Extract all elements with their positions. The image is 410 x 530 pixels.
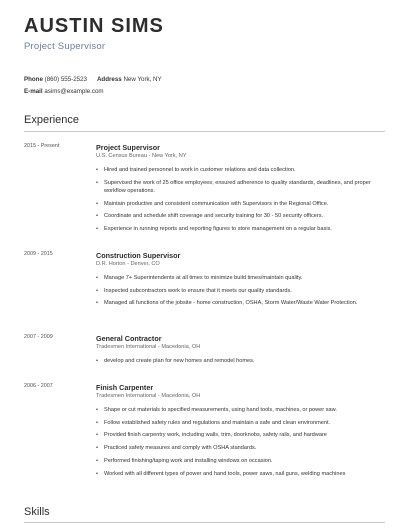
job-title: Finish Carpenter — [96, 383, 154, 392]
job-bullet: • Worked with all different types of power and hand tools, power saws, nail guns, welding machines — [96, 470, 385, 478]
address-label: Address — [96, 76, 122, 83]
job-bullet: • Experience in running reports and reporting figures to store management on a regular basis. — [96, 225, 385, 233]
job-bullet: • Follow established safety rules and regulations and maintain a safe and clean environment. — [96, 419, 385, 427]
job-body — [96, 383, 385, 482]
job-bullet: • Practiced safety measures and comply with OSHA standards. — [96, 444, 385, 452]
resume-header — [24, 14, 394, 52]
email-entry — [24, 86, 104, 98]
job-bullet: • Managed all functions of the jobsite - home construction, OSHA, Storm Water/Waste Water Protection. — [96, 299, 385, 307]
job-body — [96, 334, 385, 370]
job-bullet: • Hired and trained personnel to work in customer relations and data collection. — [96, 166, 385, 174]
job-bullet: • Manage 7+ Superintendents at all times to minimize build times/maintain quality. — [96, 274, 385, 282]
contact-info — [24, 74, 162, 98]
job-company: D.R. Horton - Denver, CO — [96, 261, 160, 267]
section-title-skills: Skills — [24, 506, 50, 518]
job-company: Tradesmen International - Macedonia, OH — [96, 344, 201, 350]
job-bullets — [96, 406, 385, 478]
job-bullet: • Supervised the work of 25 office employees; ensured adherence to quality standards, deadlines, and proper workflow operations. — [96, 179, 385, 195]
job-bullet: • Inspected subcontractors work to ensure that it meets our quality standards. — [96, 287, 385, 295]
job-bullet: • Performed finishing/taping work and installing windows on occasion. — [96, 457, 385, 465]
job-dates: 2007 - 2009 — [24, 334, 53, 340]
section-divider-experience — [24, 131, 385, 132]
address-entry — [97, 74, 162, 86]
job-bullets — [96, 166, 385, 233]
job-bullet: • develop and create plan for new homes and remodel homes. — [96, 357, 385, 365]
phone-entry — [24, 74, 87, 86]
job-bullet: • Provided finish carpentry work, including walls, trim, doorknobs, safety rails, and hardware — [96, 431, 385, 439]
contact-row-2 — [24, 86, 162, 98]
section-title-experience: Experience — [24, 114, 80, 126]
address-value: New York, NY — [123, 76, 162, 83]
job-title: Construction Supervisor — [96, 251, 181, 260]
phone-label: Phone — [24, 76, 43, 83]
job-dates: 2009 - 2015 — [24, 251, 53, 257]
email-value: asims@example.com — [44, 88, 104, 95]
job-bullet: • Coordinate and schedule shift coverage and security training for 30 - 50 security officers. — [96, 212, 385, 220]
candidate-role: Project Supervisor — [24, 41, 106, 52]
candidate-name: AUSTIN SIMS — [24, 15, 164, 37]
email-label: E-mail — [24, 88, 43, 95]
job-body — [96, 251, 385, 312]
job-title: General Contractor — [96, 334, 162, 343]
job-dates: 2006 - 2007 — [24, 383, 53, 389]
job-company: Tradesmen International - Macedonia, OH — [96, 393, 201, 399]
job-company: U.S. Census Bureau - New York, NY — [96, 153, 187, 159]
phone-value: (860) 555-2523 — [44, 76, 87, 83]
job-bullet: • Maintain productive and consistent communication with Supervisors in the Regional Office. — [96, 200, 385, 208]
job-title: Project Supervisor — [96, 143, 160, 152]
job-body — [96, 143, 385, 238]
job-bullets — [96, 357, 385, 365]
job-dates: 2015 - Present — [24, 143, 60, 149]
contact-row-1 — [24, 74, 162, 86]
section-divider-skills — [24, 522, 385, 523]
job-bullet: • Shape or cut materials to specified measurements, using hand tools, machines, or power saw. — [96, 406, 385, 414]
job-bullets — [96, 274, 385, 308]
